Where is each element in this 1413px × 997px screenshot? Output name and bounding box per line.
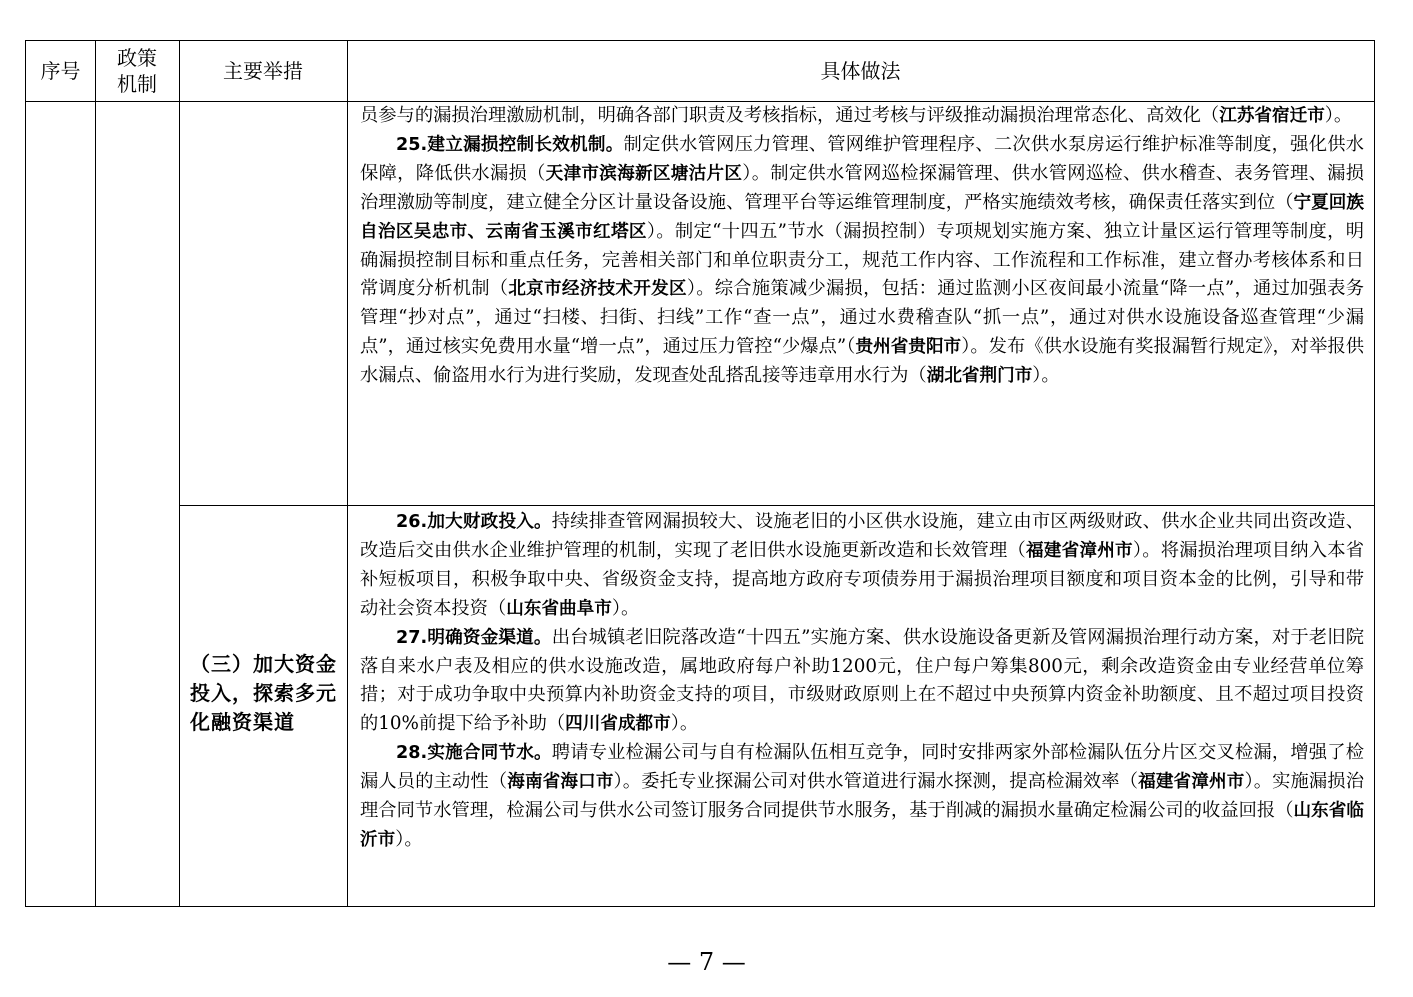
measure-label-3: （三）加大资金投入，探索多元化融资渠道 bbox=[190, 652, 337, 734]
body-text: ）。实施漏损治理合同节水管理，检漏公司与供水公司签订服务合同提供节水服务，基于削减的漏损水量确定检漏公司的收益回报（ bbox=[360, 771, 1364, 822]
body-text: 持续排查管网漏损较大、设施老旧的小区供水设施，建立由市区两级财政、供水企业共同出资改造、改造后交由供水企业维护管理的机制，实现了老旧供水设施更新改造和长效管理（ bbox=[360, 511, 1365, 561]
emphasis-text: 天津市滨海新区塘沽片区 bbox=[545, 163, 743, 184]
body-text: ）。制定供水管网巡检探漏管理、供水管网巡检、供水稽查、表务管理、漏损治理激励等制度，建立健全分区计量设备设施、管理平台等运维管理制度，严格实施绩效考核，确保责任落实到位（ bbox=[360, 162, 1364, 213]
header-measure: 主要举措 bbox=[223, 59, 303, 83]
emphasis-text: 福建省漳州市 bbox=[1138, 772, 1245, 793]
body-text: 制定供水管网压力管理、管网维护管理程序、二次供水泵房运行维护标准等制度，强化供水保障，降低供水漏损（ bbox=[360, 133, 1365, 184]
row-divider bbox=[179, 505, 1374, 506]
body-text: 出台城镇老旧院落改造“十四五”实施方案、供水设施设备更新及管网漏损治理行动方案，对于老旧院落自来水户表及相应的供水设施改造，属地政府每户补助1200元，住户每户筹集800元，剩余改造资金由专业经营单位筹措；对于成功争取中央预算内补助资金支持的项目，市级财政原则上在不超过中央预算内资金补助额度、且不超过项目投资的10%前提下给予补助（ bbox=[360, 626, 1364, 735]
emphasis-text: 山东省临沂市 bbox=[360, 801, 1364, 850]
practice-paragraph-25 bbox=[360, 131, 1364, 391]
practice-paragraph-28 bbox=[360, 739, 1364, 855]
column-divider bbox=[347, 41, 348, 906]
body-text: 员参与的漏损治理激励机制，明确各部门职责及考核指标，通过考核与评级推动漏损治理常态化、高效化（ bbox=[360, 105, 1220, 126]
emphasis-text: 山东省曲阜市 bbox=[506, 598, 612, 619]
practice-paragraph-27 bbox=[360, 624, 1364, 740]
policy-table bbox=[25, 40, 1375, 907]
body-text: ）。 bbox=[395, 828, 423, 850]
practice-cell-row1 bbox=[360, 102, 1364, 391]
emphasis-text: 北京市经济技术开发区 bbox=[508, 279, 687, 300]
column-divider bbox=[179, 41, 180, 906]
body-text: ）。发布《供水设施有奖报漏暂行规定》，对举报供水漏点、偷盗用水行为进行奖励，发现查处乱搭乱接等违章用水行为（ bbox=[360, 336, 1364, 387]
column-divider bbox=[95, 41, 96, 906]
body-text: ）。综合施策减少漏损，包括：通过监测小区夜间最小流量“降一点”，通过加强表务管理“抄对点”，通过“扫楼、扫街、扫线”工作“查一点”，通过水费稽查队“抓一点”，通过对供水设施设备巡查管理“少漏点”，通过核实免费用水量“增一点”，通过压力管控“少爆点”（ bbox=[360, 278, 1365, 358]
emphasis-text: 27.明确资金渠道。 bbox=[396, 627, 552, 648]
emphasis-text: 宁夏回族自治区吴忠市、云南省玉溪市红塔区 bbox=[360, 192, 1364, 242]
emphasis-text: 海南省海口市 bbox=[507, 772, 614, 793]
emphasis-text: 26.加大财政投入。 bbox=[396, 512, 552, 532]
practice-cell-row2 bbox=[360, 508, 1364, 855]
header-practice: 具体做法 bbox=[820, 59, 901, 83]
emphasis-text: 25.建立漏损控制长效机制。 bbox=[396, 134, 624, 155]
header-seq: 序号 bbox=[40, 59, 81, 83]
body-text: ）。 bbox=[1324, 105, 1353, 126]
emphasis-text: 四川省成都市 bbox=[565, 714, 671, 735]
emphasis-text: 贵州省贵阳市 bbox=[855, 337, 962, 358]
practice-paragraph-26 bbox=[360, 508, 1364, 624]
body-text: ）。 bbox=[670, 713, 699, 735]
emphasis-text: 28.实施合同节水。 bbox=[396, 743, 552, 764]
body-text: 聘请专业检漏公司与自有检漏队伍相互竞争，同时安排两家外部检漏队伍分片区交叉检漏，增强了检漏人员的主动性（ bbox=[360, 742, 1365, 793]
body-text: ）。 bbox=[611, 597, 640, 619]
body-text: ）。 bbox=[1032, 365, 1060, 387]
body-text: ）。将漏损治理项目纳入本省补短板项目，积极争取中央、省级资金支持，提高地方政府专项债券用于漏损治理项目额度和项目资本金的比例，引导和带动社会资本投资（ bbox=[360, 539, 1364, 619]
emphasis-text: 湖北省荆门市 bbox=[926, 366, 1033, 387]
body-text: ）。委托专业探漏公司对供水管道进行漏水探测，提高检漏效率（ bbox=[613, 771, 1139, 793]
body-text: ）。制定“十四五”节水（漏损控制）专项规划实施方案、独立计量区运行管理等制度，明确漏损控制目标和重点任务，完善相关部门和单位职责分工，规范工作内容、工作流程和工作标准，建立督办考核体系和日常调度分析机制（ bbox=[360, 220, 1364, 300]
emphasis-text: 江苏省宿迁市 bbox=[1219, 106, 1325, 126]
emphasis-text: 福建省漳州市 bbox=[1025, 540, 1133, 561]
practice-paragraph-continuation bbox=[360, 102, 1364, 131]
header-policy: 政策机制 bbox=[117, 46, 157, 96]
page-number: — 7 — bbox=[667, 948, 746, 976]
